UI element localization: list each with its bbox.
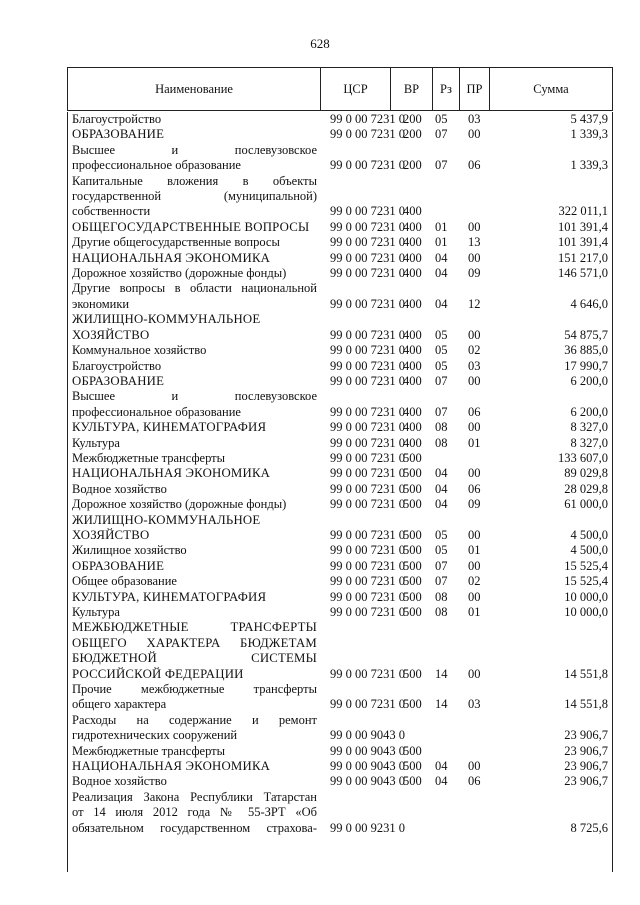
row-rz: 05	[435, 343, 448, 358]
row-name-line: от 14 июля 2012 года № 55-ЗРТ «Об	[72, 805, 317, 820]
row-name	[68, 343, 321, 358]
row-name	[68, 744, 321, 759]
row-name	[68, 235, 321, 250]
table-row	[68, 451, 612, 466]
row-pr: 09	[468, 266, 481, 281]
table-row	[68, 312, 612, 343]
row-pr: 00	[468, 466, 481, 481]
row-name-line: Реализация Закона Республики Татарстан	[72, 789, 317, 804]
row-name	[68, 420, 321, 435]
header-csr: ЦСР	[321, 68, 391, 110]
row-csr: 99 0 00 7231 0	[330, 204, 405, 219]
row-name-line: Культура	[72, 435, 120, 450]
row-vr: 400	[403, 404, 422, 419]
row-pr: 00	[468, 759, 481, 774]
row-csr: 99 0 00 9043 0	[330, 759, 405, 774]
row-sum: 322 011,1	[558, 204, 608, 219]
row-sum: 14 551,8	[564, 697, 608, 712]
row-pr: 00	[468, 373, 481, 388]
row-sum: 8 327,0	[570, 420, 608, 435]
row-csr: 99 0 00 7231 0	[330, 112, 405, 126]
table-body	[67, 112, 613, 872]
row-pr: 06	[468, 481, 481, 496]
row-name-line: ОБРАЗОВАНИЕ	[72, 558, 165, 573]
row-pr: 03	[468, 697, 481, 712]
row-pr: 03	[468, 112, 481, 126]
row-vr: 500	[403, 450, 422, 465]
row-sum: 54 875,7	[564, 327, 608, 342]
row-name-line: Межбюджетные трансферты	[72, 743, 226, 758]
row-name	[68, 543, 321, 558]
row-csr: 99 0 00 7231 0	[330, 250, 405, 265]
row-sum: 15 525,4	[564, 558, 608, 573]
row-name-line: Дорожное хозяйство (дорожные фонды)	[72, 266, 287, 281]
row-pr: 02	[468, 343, 481, 358]
row-vr: 400	[403, 296, 422, 311]
row-sum: 4 500,0	[570, 527, 608, 542]
row-name	[68, 590, 321, 605]
row-name-line: экономики	[72, 296, 130, 311]
header-pr: ПР	[460, 68, 490, 110]
row-vr: 500	[403, 481, 422, 496]
row-vr: 400	[403, 219, 422, 234]
row-sum: 89 029,8	[564, 466, 608, 481]
row-sum: 23 906,7	[564, 728, 608, 743]
table-row	[68, 266, 612, 281]
row-name-line: Другие общегосударственные вопросы	[72, 235, 280, 250]
row-name-line: МЕЖБЮДЖЕТНЫЕ ТРАНСФЕРТЫ	[72, 620, 317, 635]
row-csr: 99 0 00 7231 0	[330, 558, 405, 573]
table-row	[68, 220, 612, 235]
row-vr: 500	[403, 697, 422, 712]
table-row	[68, 759, 612, 774]
row-rz: 08	[435, 589, 448, 604]
row-name	[68, 389, 321, 420]
table-row	[68, 389, 612, 420]
row-name	[68, 220, 321, 235]
row-csr: 99 0 00 7231 0	[330, 543, 405, 558]
row-name-line: ЖИЛИЩНО-КОММУНАЛЬНОЕ	[72, 312, 261, 327]
table-row	[68, 127, 612, 142]
row-csr: 99 0 00 7231 0	[330, 574, 405, 589]
row-name-line: ОБЩЕГОСУДАРСТВЕННЫЕ ВОПРОСЫ	[72, 219, 310, 234]
row-pr: 01	[468, 435, 481, 450]
row-sum: 8 327,0	[570, 435, 608, 450]
row-rz: 04	[435, 497, 448, 512]
row-name	[68, 759, 321, 774]
row-vr: 500	[403, 543, 422, 558]
row-csr: 99 0 00 7231 0	[330, 466, 405, 481]
row-csr: 99 0 00 7231 0	[330, 589, 405, 604]
row-rz: 04	[435, 759, 448, 774]
row-name-line: ЖИЛИЩНО-КОММУНАЛЬНОЕ	[72, 512, 261, 527]
row-sum: 15 525,4	[564, 574, 608, 589]
table-row	[68, 543, 612, 558]
row-pr: 06	[468, 404, 481, 419]
row-vr: 500	[403, 743, 422, 758]
row-name	[68, 174, 321, 220]
row-pr: 00	[468, 127, 481, 142]
row-vr: 400	[403, 435, 422, 450]
row-rz: 07	[435, 373, 448, 388]
table-row	[68, 513, 612, 544]
row-csr: 99 0 00 7231 0	[330, 497, 405, 512]
row-name-line: Расходы на содержание и ремонт	[72, 712, 317, 727]
row-csr: 99 0 00 7231 0	[330, 158, 405, 173]
table-row	[68, 251, 612, 266]
row-pr: 03	[468, 358, 481, 373]
row-vr: 200	[403, 112, 422, 126]
row-csr: 99 0 00 7231 0	[330, 296, 405, 311]
header-vr: ВР	[391, 68, 433, 110]
row-vr: 500	[403, 558, 422, 573]
row-vr: 500	[403, 527, 422, 542]
row-name-line: обязательном государственном страхова-	[72, 820, 317, 835]
row-name-line: Водное хозяйство	[72, 774, 167, 789]
row-vr: 400	[403, 250, 422, 265]
row-vr: 500	[403, 774, 422, 789]
table-row	[68, 790, 612, 836]
row-sum: 6 200,0	[570, 373, 608, 388]
row-sum: 17 990,7	[564, 358, 608, 373]
row-rz: 04	[435, 466, 448, 481]
row-rz: 05	[435, 358, 448, 373]
table-row	[68, 682, 612, 713]
row-csr: 99 0 00 7231 0	[330, 343, 405, 358]
table-header	[67, 67, 613, 111]
table-row	[68, 112, 612, 127]
row-sum: 28 029,8	[564, 481, 608, 496]
row-vr: 200	[403, 127, 422, 142]
row-csr: 99 0 00 7231 0	[330, 219, 405, 234]
row-csr: 99 0 00 7231 0	[330, 266, 405, 281]
row-name	[68, 451, 321, 466]
table-row	[68, 590, 612, 605]
row-csr: 99 0 00 7231 0	[330, 666, 405, 681]
row-name-line: НАЦИОНАЛЬНАЯ ЭКОНОМИКА	[72, 466, 271, 481]
table-row	[68, 174, 612, 220]
row-csr: 99 0 00 7231 0	[330, 605, 405, 619]
row-name	[68, 127, 321, 142]
row-name	[68, 513, 321, 544]
row-vr: 500	[403, 759, 422, 774]
table-row	[68, 497, 612, 512]
row-csr: 99 0 00 7231 0	[330, 358, 405, 373]
row-rz: 08	[435, 420, 448, 435]
row-pr: 13	[468, 235, 481, 250]
row-pr: 12	[468, 296, 481, 311]
row-name-line: Высшее и послевузовское	[72, 389, 317, 404]
row-name	[68, 436, 321, 451]
row-rz: 01	[435, 219, 448, 234]
row-rz: 14	[435, 697, 448, 712]
row-name-line: ОБРАЗОВАНИЕ	[72, 127, 165, 142]
row-csr: 99 0 00 7231 0	[330, 527, 405, 542]
table-row	[68, 559, 612, 574]
row-pr: 06	[468, 774, 481, 789]
row-name-line: Прочие межбюджетные трансферты	[72, 682, 317, 697]
row-rz: 05	[435, 112, 448, 126]
row-csr: 99 0 00 7231 0	[330, 481, 405, 496]
row-rz: 01	[435, 235, 448, 250]
row-name-line: Благоустройство	[72, 112, 162, 126]
row-name	[68, 251, 321, 266]
row-rz: 08	[435, 435, 448, 450]
table-row	[68, 713, 612, 744]
row-rz: 04	[435, 774, 448, 789]
table-row	[68, 436, 612, 451]
row-rz: 07	[435, 404, 448, 419]
row-name-line: Культура	[72, 605, 120, 619]
table-row	[68, 620, 612, 682]
row-name	[68, 682, 321, 713]
row-csr: 99 0 00 7231 0	[330, 697, 405, 712]
row-sum: 1 339,3	[570, 127, 608, 142]
row-sum: 10 000,0	[564, 589, 608, 604]
row-pr: 09	[468, 497, 481, 512]
row-name-line: Коммунальное хозяйство	[72, 343, 207, 358]
row-pr: 02	[468, 574, 481, 589]
row-vr: 400	[403, 204, 422, 219]
row-vr: 500	[403, 574, 422, 589]
row-rz: 08	[435, 605, 448, 619]
row-sum: 14 551,8	[564, 666, 608, 681]
row-name	[68, 266, 321, 281]
row-name-line: НАЦИОНАЛЬНАЯ ЭКОНОМИКА	[72, 250, 271, 265]
row-pr: 01	[468, 543, 481, 558]
row-name-line: Капитальные вложения в объекты	[72, 173, 317, 188]
row-name-line: Высшее и послевузовское	[72, 142, 317, 157]
row-rz: 14	[435, 666, 448, 681]
row-sum: 23 906,7	[564, 743, 608, 758]
row-pr: 00	[468, 219, 481, 234]
row-vr: 500	[403, 666, 422, 681]
table-row	[68, 359, 612, 374]
row-vr: 500	[403, 466, 422, 481]
row-sum: 1 339,3	[570, 158, 608, 173]
row-vr: 500	[403, 497, 422, 512]
row-name	[68, 281, 321, 312]
row-sum: 36 885,0	[564, 343, 608, 358]
row-sum: 61 000,0	[564, 497, 608, 512]
row-name-line: профессиональное образование	[72, 158, 241, 173]
table-row	[68, 774, 612, 789]
table-row	[68, 420, 612, 435]
row-rz: 04	[435, 250, 448, 265]
row-name-line: Водное хозяйство	[72, 481, 167, 496]
row-rz: 07	[435, 574, 448, 589]
row-rz: 07	[435, 558, 448, 573]
row-name-line: КУЛЬТУРА, КИНЕМАТОГРАФИЯ	[72, 589, 267, 604]
row-sum: 4 646,0	[570, 296, 608, 311]
row-sum: 10 000,0	[564, 605, 608, 619]
row-name	[68, 112, 321, 127]
row-name-line: собственности	[72, 204, 151, 219]
header-name: Наименование	[68, 68, 321, 110]
row-pr: 00	[468, 558, 481, 573]
row-vr: 400	[403, 343, 422, 358]
row-name	[68, 374, 321, 389]
row-vr: 500	[403, 589, 422, 604]
row-sum: 101 391,4	[558, 219, 608, 234]
row-vr: 400	[403, 327, 422, 342]
row-rz: 05	[435, 543, 448, 558]
row-name-line: БЮДЖЕТНОЙ СИСТЕМЫ	[72, 651, 317, 666]
table-row	[68, 281, 612, 312]
row-sum: 151 217,0	[558, 250, 608, 265]
row-name	[68, 620, 321, 682]
row-csr: 99 0 00 7231 0	[330, 450, 405, 465]
row-rz: 07	[435, 127, 448, 142]
row-name	[68, 482, 321, 497]
row-sum: 8 725,6	[570, 820, 608, 835]
row-name	[68, 713, 321, 744]
row-pr: 00	[468, 666, 481, 681]
row-rz: 04	[435, 481, 448, 496]
row-name	[68, 497, 321, 512]
row-name	[68, 574, 321, 589]
row-csr: 99 0 00 9043 0	[330, 774, 405, 789]
row-name	[68, 466, 321, 481]
row-csr: 99 0 00 7231 0	[330, 235, 405, 250]
row-pr: 00	[468, 327, 481, 342]
row-rz: 05	[435, 327, 448, 342]
row-rz: 04	[435, 266, 448, 281]
row-rz: 05	[435, 527, 448, 542]
row-pr: 00	[468, 589, 481, 604]
row-vr: 400	[403, 420, 422, 435]
row-name-line: гидротехнических сооружений	[72, 728, 238, 743]
row-name	[68, 143, 321, 174]
row-csr: 99 0 00 7231 0	[330, 127, 405, 142]
row-vr: 400	[403, 235, 422, 250]
row-name	[68, 790, 321, 836]
row-name-line: общего характера	[72, 697, 167, 712]
row-name	[68, 605, 321, 620]
row-sum: 23 906,7	[564, 774, 608, 789]
table-row	[68, 482, 612, 497]
row-vr: 200	[403, 158, 422, 173]
row-sum: 23 906,7	[564, 759, 608, 774]
row-name-line: Жилищное хозяйство	[72, 543, 187, 558]
row-name	[68, 312, 321, 343]
row-sum: 146 571,0	[558, 266, 608, 281]
row-rz: 04	[435, 296, 448, 311]
row-name-line: ХОЗЯЙСТВО	[72, 527, 150, 542]
row-vr: 500	[403, 605, 422, 619]
row-sum: 101 391,4	[558, 235, 608, 250]
row-name-line: НАЦИОНАЛЬНАЯ ЭКОНОМИКА	[72, 759, 271, 774]
row-name	[68, 359, 321, 374]
row-name-line: ОБЩЕГО ХАРАКТЕРА БЮДЖЕТАМ	[72, 635, 317, 650]
row-csr: 99 0 00 7231 0	[330, 327, 405, 342]
row-name-line: Дорожное хозяйство (дорожные фонды)	[72, 497, 287, 512]
row-name-line: КУЛЬТУРА, КИНЕМАТОГРАФИЯ	[72, 420, 267, 435]
table-row	[68, 605, 612, 620]
row-name	[68, 559, 321, 574]
row-sum: 133 607,0	[558, 450, 608, 465]
row-sum: 5 437,9	[570, 112, 608, 126]
row-name-line: профессиональное образование	[72, 404, 241, 419]
row-sum: 4 500,0	[570, 543, 608, 558]
table-row	[68, 343, 612, 358]
row-csr: 99 0 00 7231 0	[330, 435, 405, 450]
table-row	[68, 235, 612, 250]
table-row	[68, 143, 612, 174]
row-csr: 99 0 00 7231 0	[330, 420, 405, 435]
row-pr: 00	[468, 250, 481, 265]
row-csr: 99 0 00 9231 0	[330, 820, 405, 835]
row-name-line: Межбюджетные трансферты	[72, 450, 226, 465]
row-pr: 01	[468, 605, 481, 619]
row-csr: 99 0 00 9043 0	[330, 743, 405, 758]
row-rz: 07	[435, 158, 448, 173]
row-name-line: РОССИЙСКОЙ ФЕДЕРАЦИИ	[72, 666, 244, 681]
table-row	[68, 466, 612, 481]
row-csr: 99 0 00 7231 0	[330, 404, 405, 419]
row-pr: 00	[468, 527, 481, 542]
row-vr: 400	[403, 373, 422, 388]
header-sum: Сумма	[533, 81, 569, 96]
row-name-line: ОБРАЗОВАНИЕ	[72, 373, 165, 388]
row-name-line: ХОЗЯЙСТВО	[72, 327, 150, 342]
row-vr: 400	[403, 266, 422, 281]
row-pr: 06	[468, 158, 481, 173]
row-name-line: государственной (муниципальной)	[72, 189, 317, 204]
row-name-line: Общее образование	[72, 574, 177, 589]
header-rz: Рз	[433, 68, 460, 110]
row-sum: 6 200,0	[570, 404, 608, 419]
table-row	[68, 374, 612, 389]
row-name-line: Другие вопросы в области национальной	[72, 281, 317, 296]
table-row	[68, 744, 612, 759]
row-csr: 99 0 00 7231 0	[330, 373, 405, 388]
row-vr: 400	[403, 358, 422, 373]
row-name	[68, 774, 321, 789]
table-row	[68, 574, 612, 589]
page-number: 628	[310, 36, 330, 51]
row-name-line: Благоустройство	[72, 358, 162, 373]
row-pr: 00	[468, 420, 481, 435]
row-csr: 99 0 00 9043 0	[330, 728, 405, 743]
